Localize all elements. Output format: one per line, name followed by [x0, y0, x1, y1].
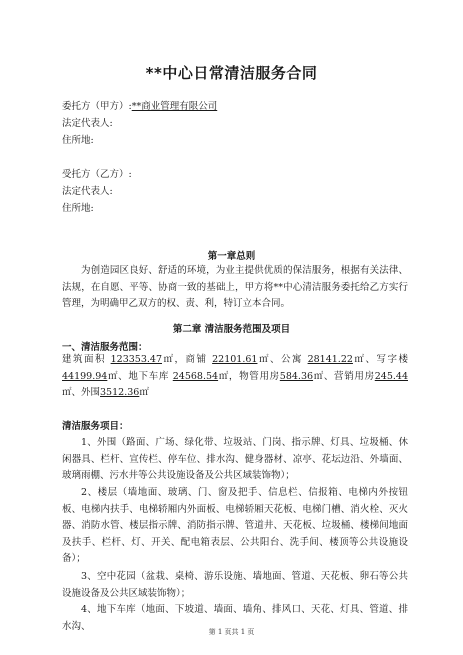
area-value-apartments: 28141.22: [307, 354, 353, 365]
area-value-building: 123353.47: [110, 354, 162, 365]
page-footer: 第 1 页共 1 页: [208, 628, 255, 636]
area-unit: ㎡: [139, 387, 149, 399]
chapter1-title: 第一章总则: [207, 251, 256, 262]
area-label-apartments: ㎡、公寓: [257, 354, 304, 365]
item-3: 3、空中花园（盆栽、桌椅、游乐设施、墙地面、管道、天花板、卵石等公共设施设备及公共区域装饰物）；: [62, 571, 408, 599]
area-value-offices: 44199.94: [62, 370, 108, 382]
area-label-offices: ㎡、写字楼: [352, 354, 408, 365]
section1-title: 一、清洁服务范围：: [62, 342, 148, 353]
area-value-property: 584.36: [279, 370, 314, 382]
item-2: 2、楼层（墙地面、玻璃、门、窗及把手、信息栏、信报箱、电梯内外按钮板、电梯内扶手、电梯轿厢内外面板、电梯轿厢天花板、电梯门槽、消火栓、灭火器、消防水管、楼层指示牌、消防指示牌、管道井、天花板、垃圾桶、楼梯间地面及扶手、栏杆、灯、开关、配电箱表层、公共阳台、洗手间、楼顶等公共设施设备）；: [62, 487, 408, 565]
party-a-rep: 法定代表人:: [62, 118, 113, 129]
area-label-periphery: ㎡、外围: [62, 387, 101, 399]
party-a-addr: 住所地:: [62, 135, 94, 146]
area-value-shops: 22101.61: [212, 354, 258, 365]
party-a-label: 委托方（甲方）:: [62, 101, 132, 112]
party-b-addr: 住所地:: [62, 203, 94, 214]
area-label-shops: ㎡，商铺: [161, 354, 208, 365]
area-label-sales: ㎡、营销用房: [313, 370, 375, 382]
area-value-garage: 24568.54: [172, 370, 219, 382]
area-paragraph: [62, 352, 408, 402]
area-label-property: ㎡，物管用房: [218, 370, 280, 382]
party-b-rep: 法定代表人:: [62, 186, 113, 197]
party-a-line: [62, 100, 217, 114]
area-label-building: 建筑面积: [62, 354, 107, 365]
chapter2-title: 第二章 清洁服务范围及项目: [172, 324, 291, 335]
party-a-name: **商业管理有限公司: [131, 101, 218, 112]
party-b-label: 受托方（乙方）:: [62, 169, 132, 180]
area-value-periphery: 3512.36: [100, 387, 140, 399]
area-label-garage: ㎡、地下车库: [107, 370, 170, 382]
item-1: 1、外围（路面、广场、绿化带、垃圾站、门岗、指示牌、灯具、垃圾桶、休闲器具、栏杆、宣传栏、停车位、排水沟、健身器材、凉亭、花坛边沿、外墙面、玻璃雨棚、污水井等公共设施设备及公共区域装饰物）；: [62, 437, 408, 482]
section2-title: 清洁服务项目：: [62, 421, 129, 432]
area-value-sales: 245.44: [374, 370, 408, 382]
chapter1-text: 为创造园区良好、舒适的环境，为业主提供优质的保洁服务，根据有关法律、法规，在自愿、平等、协商一致的基础上，甲方将**中心清洁服务委托给乙方实行管理，为明确甲乙双方的权、责、利，特订立本合同。: [62, 265, 408, 310]
contract-title: **中心日常清洁服务合同: [145, 64, 318, 82]
item-4: 4、地下车库（地面、下坡道、墙面、墙角、排风口、天花、灯具、管道、排水沟、: [62, 604, 408, 632]
